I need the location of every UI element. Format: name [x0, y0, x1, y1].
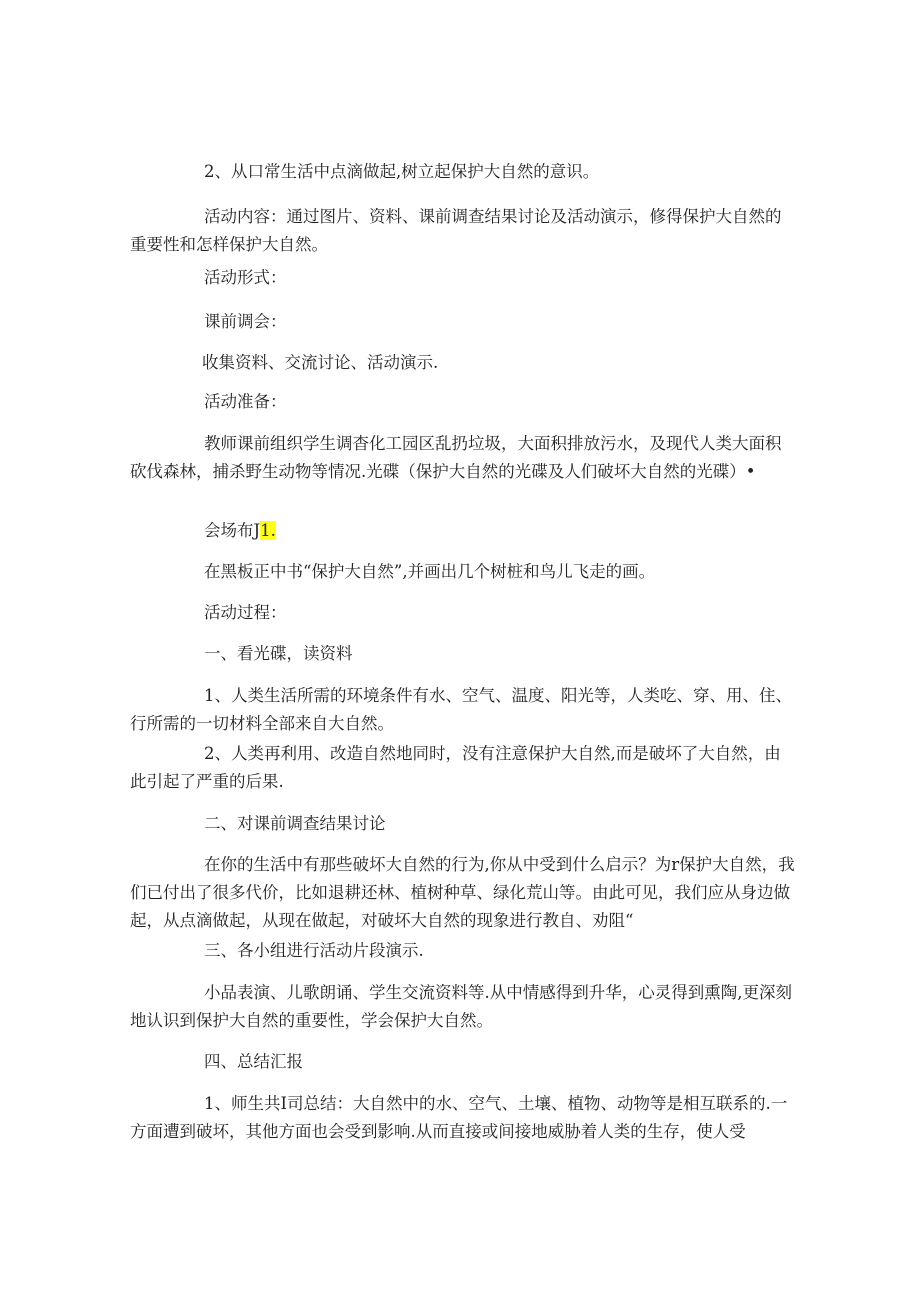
section-heading-4: 四、总结汇报 — [204, 1052, 303, 1071]
paragraph-teacher-prep: 教师课前组织学生调杳化工园区乱扔垃圾，大面积排放污水，及现代人类大面积砍伐森林，捕杀野生动物等情况.光碟（保护大自然的光碟及人们破坏大自然的光碟）• — [130, 434, 782, 481]
paragraph-discussion: 在你的生活中有那些破坏大自然的行为,你从中受到什么启示？为r保护大自然，我们已付出了很多代价，比如退耕还林、植树种草、绿化荒山等。由此可见，我们应从身边做起，从点滴做起，从现在做起，对破坏大自然的现象进行教自、劝阻“ — [130, 855, 795, 930]
paragraph-blackboard: 在黑板正中书“保护大自然”,并画出几个树桩和鸟儿飞走的画。 — [204, 562, 656, 581]
section-heading-2: 二、对课前调查结果讨论 — [204, 814, 386, 833]
section-heading-3: 三、各小组进行活动片段演示. — [204, 941, 424, 960]
venue-text: 会场布J — [204, 521, 261, 540]
paragraph-activity-form: 活动形式： — [204, 268, 287, 287]
paragraph-consequences: 2、人类再利用、改造自然地同时，没有注意保护大自然,而是破坏了大自然，由此引起了严重的后果. — [130, 744, 781, 791]
paragraph-collect: 收集资料、交流讨论、活动演示. — [202, 353, 439, 372]
paragraph-pre-class: 课前调会： — [204, 312, 287, 331]
paragraph-activity-content: 活动内容：通过图片、资料、课前调查结果讨论及活动演示，修得保护大自然的重要性和怎样保护大自然。 — [130, 207, 782, 254]
paragraph-venue — [130, 517, 795, 545]
paragraph-process: 活动过程： — [204, 603, 287, 622]
paragraph-1: 2、从口常生活中点滴做起,树立起保护大自然的意识。 — [204, 162, 600, 181]
paragraph-needs: 1、人类生活所需的环境条件有水、空气、温度、阳光等，人类吃、穿、用、住、行所需的一切材料全部来自大自然。 — [130, 686, 792, 733]
paragraph-performance: 小品表演、儿歌朗诵、学生交流资料等.从中情感得到升华，心灵得到熏陶,更深刻地认识到保护大自然的重要性，学会保护大自然。 — [130, 983, 792, 1030]
highlighted-text: 1. — [260, 521, 276, 540]
paragraph-preparation: 活动准备： — [204, 392, 287, 411]
paragraph-summary: 1、师生共I司总结：大自然中的水、空气、土壤、植物、动物等是相互联系的.一方面遭到破坏，其他方面也会受到影响.从而直接或间接地威胁着人类的生存，使人受 — [130, 1094, 788, 1141]
section-heading-1: 一、看光碟，读资料 — [204, 644, 353, 663]
